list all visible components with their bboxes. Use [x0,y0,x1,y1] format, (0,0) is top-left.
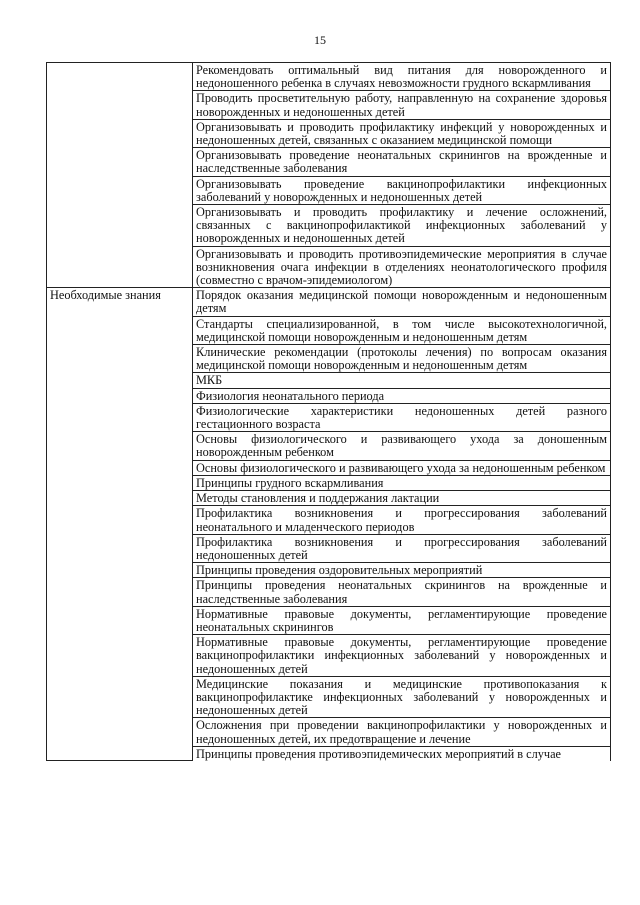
requirement-cell: Физиология неонатального периода [193,388,611,403]
requirement-cell: Профилактика возникновения и прогрессирования заболеваний неонатального и младенческого периодов [193,506,611,534]
requirement-cell: Нормативные правовые документы, регламентирующие проведение неонатальных скринингов [193,606,611,634]
requirement-cell: Организовывать и проводить противоэпидемические мероприятия в случае возникновения очага инфекции в отделениях неонатологического профиля (совместно с врачом-эпидемиологом) [193,246,611,288]
requirement-cell: Принципы проведения оздоровительных мероприятий [193,563,611,578]
requirement-cell: Осложнения при проведении вакцинопрофилактики у новорожденных и недоношенных детей, их предотвращение и лечение [193,718,611,746]
requirement-cell: Стандарты специализированной, в том числе высокотехнологичной, медицинской помощи новорожденным и недоношенным детям [193,316,611,344]
requirement-cell: Основы физиологического и развивающего ухода за недоношенным ребенком [193,460,611,475]
table-row [47,288,611,316]
category-cell: Необходимые знания [47,288,193,761]
requirement-cell: Основы физиологического и развивающего ухода за доношенным новорожденным ребенком [193,432,611,460]
requirements-table [46,62,611,761]
requirement-cell: Проводить просветительную работу, направленную на сохранение здоровья новорожденных и недоношенных детей [193,91,611,119]
table-row [47,63,611,91]
requirement-cell: МКБ [193,373,611,388]
requirement-cell: Нормативные правовые документы, регламентирующие проведение вакцинопрофилактики инфекционных заболеваний у новорожденных и недоношенных детей [193,635,611,677]
requirement-cell: Организовывать и проводить профилактику и лечение осложнений, связанных с вакцинопрофилактикой инфекционных заболеваний у новорожденных и недоношенных детей [193,205,611,247]
requirement-cell: Организовывать и проводить профилактику инфекций у новорожденных и недоношенных детей, связанных с оказанием медицинской помощи [193,119,611,147]
requirement-cell: Профилактика возникновения и прогрессирования заболеваний недоношенных детей [193,534,611,562]
requirement-cell: Методы становления и поддержания лактации [193,491,611,506]
requirement-cell: Принципы проведения противоэпидемических мероприятий в случае [193,746,611,761]
requirement-cell: Физиологические характеристики недоношенных детей разного гестационного возраста [193,403,611,431]
page-number: 15 [314,33,326,47]
requirement-cell: Клинические рекомендации (протоколы лечения) по вопросам оказания медицинской помощи новорожденным и недоношенным детям [193,345,611,373]
requirement-cell: Медицинские показания и медицинские противопоказания к вакцинопрофилактике инфекционных заболеваний у новорожденных и недоношенных детей [193,676,611,718]
requirements-table-body [47,63,611,761]
requirement-cell: Принципы грудного вскармливания [193,475,611,490]
requirement-cell: Порядок оказания медицинской помощи новорожденным и недоношенным детям [193,288,611,316]
requirement-cell: Принципы проведения неонатальных скринингов на врожденные и наследственные заболевания [193,578,611,606]
category-cell [47,63,193,288]
requirement-cell: Организовывать проведение неонатальных скринингов на врожденные и наследственные заболевания [193,148,611,176]
requirement-cell: Организовывать проведение вакцинопрофилактики инфекционных заболеваний у новорожденных и недоношенных детей [193,176,611,204]
requirement-cell: Рекомендовать оптимальный вид питания для новорожденного и недоношенного ребенка в случаях невозможности грудного вскармливания [193,63,611,91]
